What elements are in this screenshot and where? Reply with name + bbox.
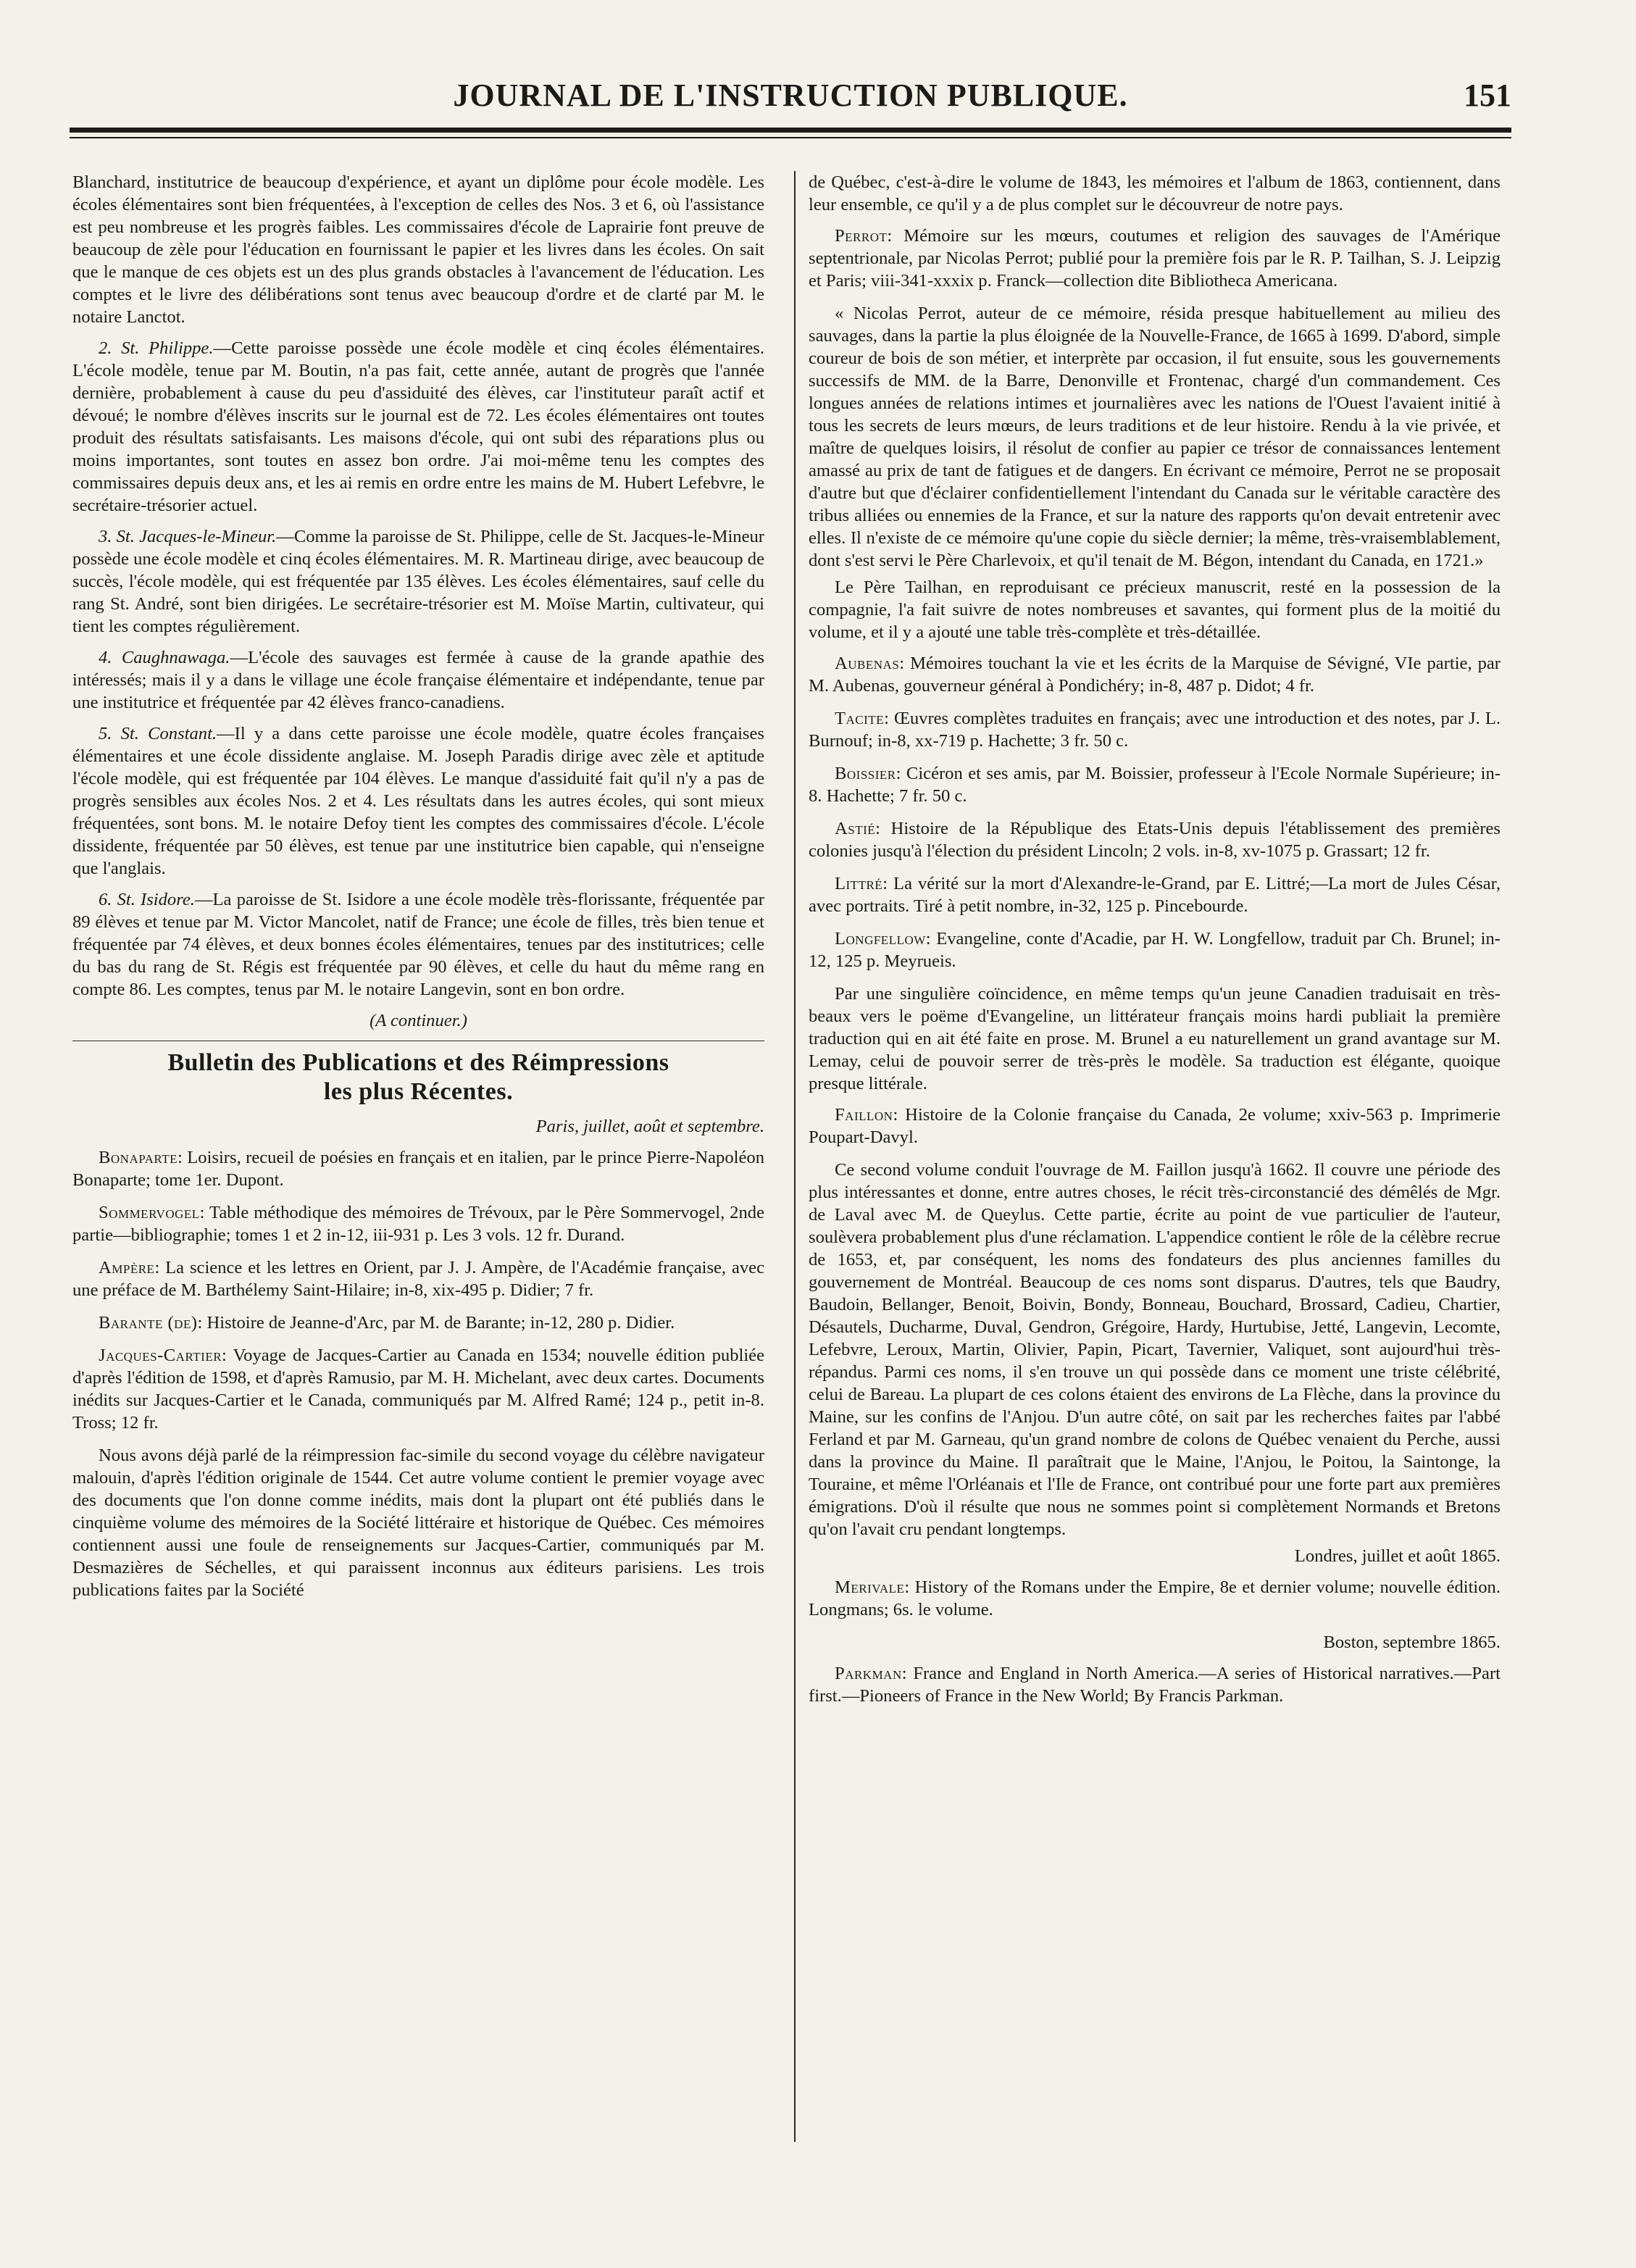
entry-body: : Voyage de Jacques-Cartier au Canada en 1534; nouvelle édition publiée d'après l'édition de 1598, et d'après Ramusio, par M. H. Michelant, avec deux cartes. Documents inédits sur Jacques-Cartier et le Canada, communiqués par M. Alfred Ramé; 124 p., petit in-8. Tross; 12 fr. xyxy=(72,1346,764,1433)
entry-body: : Œuvres complètes traduites en français; avec une introduction et des notes, par J. L. Burnouf; in-8, xx-719 p. Hachette; 3 fr. 50 c. xyxy=(809,709,1501,751)
entry-author: Sommervogel xyxy=(99,1203,200,1222)
entry-astie xyxy=(809,817,1501,862)
right-column xyxy=(809,171,1501,2236)
entry-body: : History of the Romans under the Empire, 8e et dernier volume; nouvelle édition. Longmans; 6s. le volume. xyxy=(809,1577,1501,1619)
entry-author: Longfellow xyxy=(835,929,926,949)
header-rule-thin xyxy=(70,137,1511,138)
dateline-paris: Paris, juillet, août et septembre. xyxy=(535,1117,764,1136)
entry-faillon-note: Ce second volume conduit l'ouvrage de M. Faillon jusqu'à 1662. Il couvre une période des plus intéressantes et donne, entre autres choses, le récit très-circonstancié des démêlés de Mgr. de Laval avec M. de Queylus. Cette partie, écrite au point de vue particulier de l'auteur, soulèvera probablement plus d'une réclamation. L'appendice contient le rôle de la célèbre recrue de 1653, et, par conséquent, les noms des fondateurs des plus anciennes familles du gouvernement de Montréal. Beaucoup de ces noms sont disparus. D'autres, tels que Baudry, Baudoin, Bellanger, Benoit, Boivin, Bondy, Bonneau, Bouchard, Brossard, Cadieu, Chartier, Désautels, Ducharme, Duval, Gendron, Grégoire, Hardy, Hurtubise, Jetté, Langevin, Lecomte, Lefebvre, Leroux, Martin, Olivier, Papin, Picart, Tavernier, Valiquet, sont aujourd'hui très-répandus. Parmi ces noms, il s'en trouve un qui possède dans ce moment une triste célébrité, celui de Bareau. La plupart de ces colons étaient des environs de La Flèche, dans la province du Maine, sur les confins de l'Anjou. D'un autre côté, on sait par les recherches faites par l'abbé Ferland et par M. Garneau, qu'un grand nombre de colons de Québec venaient du Perche, aussi dans la province du Maine. Il paraîtrait que le Maine, l'Anjou, le Poitou, la Saintonge, la Touraine, et même l'Orléanais et l'Ile de France, ont contribué pour une forte part aux premières émigrations. D'où il résulte que nous ne sommes point si complètement Normands et Bretons qu'on l'avait cru pendant longtemps. xyxy=(809,1160,1501,1539)
header-rule-thick xyxy=(70,128,1511,133)
entry-perrot-note: Le Père Tailhan, en reproduisant ce précieux manuscrit, resté en la possession de la compagnie, l'a fait suivre de notes nombreuses et savantes, qui forment plus de la moitié du volume, et il y a ajouté une table très-complète et très-détaillée. xyxy=(809,578,1501,642)
paragraph-laprairie: Blanchard, institutrice de beaucoup d'expérience, et ayant un diplôme pour école modèle. Les écoles élémentaires sont bien fréquentées, à l'exception de celles des Nos. 3 et 6, où l'assistance est peu nombreuse et les progrès faibles. Les commissaires d'école de Laprairie font preuve de beaucoup de zèle pour l'éducation en fournissant le papier et les livres dans les écoles. On sait que le manque de ces objets est un des plus grands obstacles à l'avancement de l'éducation. Les comptes et le livre des délibérations sont tenus avec beaucoup d'ordre et de clarté par M. le notaire Lanctot. xyxy=(72,172,764,327)
entry-author: Bonaparte xyxy=(99,1148,178,1167)
entry-merivale xyxy=(809,1576,1501,1621)
section-body: —Comme la paroisse de St. Philippe, celle de St. Jacques-le-Mineur possède une école modèle et cinq écoles élémentaires. M. R. Martineau dirige, avec beaucoup de succès, l'école modèle, qui est fréquentée par 135 élèves. Les écoles élémentaires, sauf celle du rang St. André, sont bien dirigées. Le secrétaire-trésorier est M. Moïse Martin, cultivateur, qui tient les comptes régulièrement. xyxy=(72,527,764,636)
paragraph-st-constant xyxy=(72,722,764,880)
entry-author: Parkman xyxy=(835,1664,902,1683)
entry-bonaparte xyxy=(72,1146,764,1191)
entry-body: : Table méthodique des mémoires de Trévoux, par le Père Sommervogel, 2nde partie—bibliographie; tomes 1 et 2 in-12, iii-931 p. Les 3 vols. 12 fr. Durand. xyxy=(72,1203,764,1245)
entry-longfellow-note: Par une singulière coïncidence, en même temps qu'un jeune Canadien traduisait en très-beaux vers le poëme d'Evangeline, un littérateur français moins hardi publiait la première traduction qui en ait été faite en prose. M. Brunel a eu naturellement un grand avantage sur M. Lemay, celui de pouvoir serrer de très-près le modèle. Sa traduction est élégante, quoique presque littérale. xyxy=(809,984,1501,1093)
entry-barante xyxy=(72,1312,764,1334)
entry-author: Ampère xyxy=(99,1258,155,1277)
section-heading: 5. St. Constant. xyxy=(99,724,217,743)
page-header xyxy=(70,72,1511,130)
entry-author: Boissier xyxy=(835,764,896,783)
entry-body: : Mémoires touchant la vie et les écrits de la Marquise de Sévigné, VIe partie, par M. Aubenas, gouverneur général à Pondichéry; in-8, 487 p. Didot; 4 fr. xyxy=(809,654,1501,696)
section-heading: 3. St. Jacques-le-Mineur. xyxy=(99,527,277,546)
section-body: —Cette paroisse possède une école modèle et cinq écoles élémentaires. L'école modèle, tenue par M. Boutin, n'a pas fait, cette année, autant de progrès que l'année dernière, probablement à cause du peu d'assiduité des élèves, car l'instituteur paraît actif et dévoué; le nombre d'élèves inscrits sur le journal est de 72. Les écoles élémentaires ont toutes produit des résultats satisfaisants. Les maisons d'école, qui ont subi des réparations plus ou moins importantes, sont toutes en assez bon ordre. J'ai moi-même tenu les comptes des commissaires depuis deux ans, et les ai remis en ordre entre les mains de M. Hubert Lefebvre, le secrétaire-trésorier actuel. xyxy=(72,338,764,515)
entry-perrot xyxy=(809,225,1501,292)
column-divider xyxy=(794,171,796,2142)
section-body: —Il y a dans cette paroisse une école modèle, quatre écoles françaises élémentaires et une école dissidente anglaise. M. Joseph Paradis dirige avec zèle et aptitude l'école modèle, qui est fréquentée par 104 élèves. Le manque d'assiduité fait qu'il n'y a pas de progrès sensibles aux écoles Nos. 2 et 4. Les résultats dans les autres écoles, qui sont mieux fréquentées, sont bons. M. le notaire Defoy tient les comptes des commissaires d'école. L'école dissidente, fréquentée par 50 élèves, est tenue par une institutrice bien capable, qui n'enseigne que l'anglais. xyxy=(72,724,764,878)
left-column xyxy=(72,171,764,2236)
paragraph-caughnawaga xyxy=(72,646,764,714)
entry-author: Astié xyxy=(835,819,876,838)
entry-author: Barante (de) xyxy=(99,1313,198,1333)
entry-perrot-quote: « Nicolas Perrot, auteur de ce mémoire, résida presque habituellement au milieu des sauvages, dans la partie la plus éloignée de la Nouvelle-France, de 1665 à 1699. D'abord, simple coureur de bois de son métier, et interprète par occasion, il fut ensuite, sous les gouvernements successifs de MM. de la Barre, Denonville et Frontenac, chargé d'un commandement. Ces longues années de relations intimes et journalières avec les nations de l'Ouest l'avaient initié à tous les secrets de leurs mœurs, de leurs traditions et de leur histoire. Rendu à la vie privée, et maître de quelques loisirs, il résolut de confier au papier ce trésor de connaissances lentement amassé au prix de tant de fatigues et de dangers. En écrivant ce mémoire, Perrot ne se proposait d'autre but que d'éclairer confidentiellement l'intendant du Canada sur le véritable caractère des tribus alliées ou ennemies de la France, et sur la nature des rapports qu'on devait entretenir avec elles. Il n'existe de ce mémoire qu'une copie du siècle dernier; la même, très-vraisemblablement, dont s'est servi le Père Charlevoix, et qu'il tenait de M. Bégon, intendant du Canada, en 1721.» xyxy=(809,304,1501,570)
entry-parkman xyxy=(809,1662,1501,1707)
section-heading: 2. St. Philippe. xyxy=(99,338,214,358)
entry-body: : France and England in North America.—A series of Historical narratives.—Part first.—Pioneers of France in the New World; By Francis Parkman. xyxy=(809,1664,1501,1706)
entry-author: Faillon xyxy=(835,1105,893,1125)
bulletin-title xyxy=(72,1048,764,1106)
entry-body: : La vérité sur la mort d'Alexandre-le-Grand, par E. Littré;—La mort de Jules César, avec portraits. Tiré à petit nombre, in-32, 125 p. Pincebourde. xyxy=(809,874,1501,916)
entry-author: Merivale xyxy=(835,1577,905,1597)
entry-body: : Loisirs, recueil de poésies en français et en italien, par le prince Pierre-Napoléon Bonaparte; tome 1er. Dupont. xyxy=(72,1148,764,1190)
entry-body: : Histoire de la Colonie française du Canada, 2e volume; xxiv-563 p. Imprimerie Poupart-Davyl. xyxy=(809,1105,1501,1147)
entry-boissier xyxy=(809,762,1501,807)
entry-aubenas xyxy=(809,652,1501,697)
bulletin-title-line-2: les plus Récentes. xyxy=(323,1078,514,1105)
entry-body: : Cicéron et ses amis, par M. Boissier, professeur à l'Ecole Normale Supérieure; in-8. Hachette; 7 fr. 50 c. xyxy=(809,764,1501,806)
dateline-londres: Londres, juillet et août 1865. xyxy=(1294,1546,1501,1566)
page-number: 151 xyxy=(1464,78,1511,113)
entry-jacques-cartier-note: Nous avons déjà parlé de la réimpression fac-simile du second voyage du célèbre navigateur malouin, d'après l'édition originale de 1544. Cet autre volume contient le premier voyage avec des documents que l'on donne comme inédits, mais dont la plupart ont été publiés dans le cinquième volume des mémoires de la Société littéraire et historique de Québec. Ces mémoires contiennent aussi une foule de renseignements sur Jacques-Cartier, communiqués par M. Desmazières de Séchelles, et qui paraissent inconnus aux éditeurs parisiens. Les trois publications faites par la Société xyxy=(72,1446,764,1600)
bulletin-title-line-1: Bulletin des Publications et des Réimpressions xyxy=(167,1049,669,1076)
entry-longfellow xyxy=(809,927,1501,972)
entry-body: : Histoire de la République des Etats-Unis depuis l'établissement des premières colonies jusqu'à l'élection du président Lincoln; 2 vols. in-8, xv-1075 p. Grassart; 12 fr. xyxy=(809,819,1501,861)
section-heading: 4. Caughnawaga. xyxy=(99,648,230,667)
entry-author: Littré xyxy=(835,874,883,893)
dateline-boston: Boston, septembre 1865. xyxy=(1323,1633,1501,1652)
entry-author: Aubenas xyxy=(835,654,900,673)
paragraph-continuation: de Québec, c'est-à-dire le volume de 1843, les mémoires et l'album de 1863, contiennent, dans leur ensemble, ce qu'il y a de plus complet sur le découvreur de notre pays. xyxy=(809,172,1501,214)
entry-littre xyxy=(809,872,1501,917)
entry-author: Jacques-Cartier xyxy=(99,1346,222,1365)
entry-body: : La science et les lettres en Orient, par J. J. Ampère, de l'Académie française, avec une préface de M. Barthélemy Saint-Hilaire; in-8, xix-495 p. Didier; 7 fr. xyxy=(72,1258,764,1300)
entry-jacques-cartier xyxy=(72,1344,764,1434)
paragraph-st-philippe xyxy=(72,337,764,517)
section-body: —L'école des sauvages est fermée à cause de la grande apathie des intéressés; mais il y a dans le village une école française élémentaire et indépendante, tenue par une institutrice et fréquentée par 42 élèves franco-canadiens. xyxy=(72,648,764,712)
paragraph-st-jacques xyxy=(72,525,764,638)
entry-ampere xyxy=(72,1256,764,1301)
running-title: JOURNAL DE L'INSTRUCTION PUBLIQUE. xyxy=(453,78,1128,113)
entry-body: : Histoire de Jeanne-d'Arc, par M. de Barante; in-12, 280 p. Didier. xyxy=(197,1313,675,1333)
section-heading: 6. St. Isidore. xyxy=(99,890,195,909)
paragraph-st-isidore xyxy=(72,888,764,1001)
entry-body: : Evangeline, conte d'Acadie, par H. W. Longfellow, traduit par Ch. Brunel; in-12, 125 p. Meyrueis. xyxy=(809,929,1501,971)
entry-faillon xyxy=(809,1104,1501,1148)
entry-tacite xyxy=(809,707,1501,752)
section-body: —La paroisse de St. Isidore a une école modèle très-florissante, fréquentée par 89 élèves et tenue par M. Victor Mancolet, natif de France; une école de filles, très bien tenue et fréquentée par 74 élèves, et deux bonnes écoles élémentaires, tenues par des institutrices; celle du bas du rang de St. Régis est fréquentée par 90 élèves, et celle du haut du même rang en compte 86. Les comptes, tenus par M. le notaire Langevin, sont en bon ordre. xyxy=(72,890,764,999)
entry-author: Perrot xyxy=(835,226,888,246)
continuation-note: (A continuer.) xyxy=(370,1011,467,1030)
entry-sommervogel xyxy=(72,1201,764,1246)
entry-body: : Mémoire sur les mœurs, coutumes et religion des sauvages de l'Amérique septentrionale, par Nicolas Perrot; publié pour la première fois par le R. P. Tailhan, S. J. Leipzig et Paris; viii-341-xxxix p. Franck—collection dite Bibliotheca Americana. xyxy=(809,226,1501,291)
entry-author: Tacite xyxy=(835,709,885,728)
